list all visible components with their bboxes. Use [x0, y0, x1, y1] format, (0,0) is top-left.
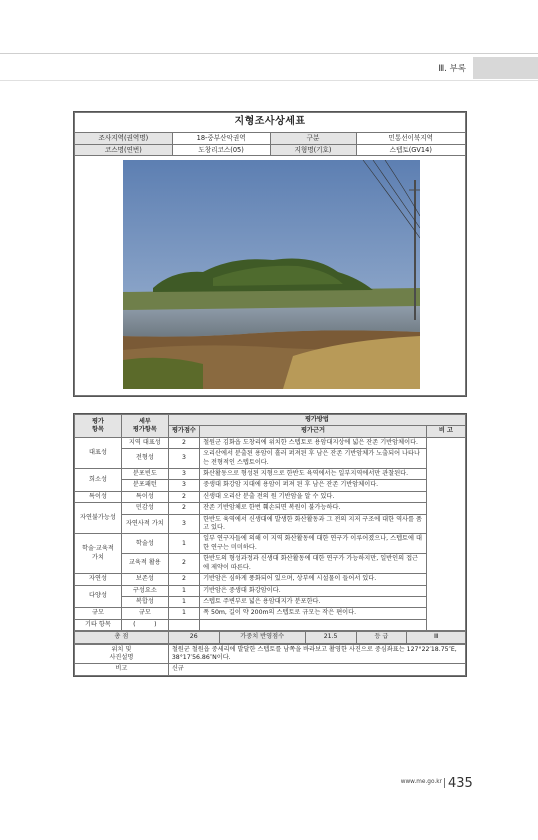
- score-cell: 2: [168, 503, 199, 514]
- evaluation-sheet: [73, 413, 467, 677]
- table-row: [75, 534, 466, 554]
- value-landform: 스텝토(GV14): [356, 144, 465, 156]
- score-cell: 3: [168, 449, 199, 469]
- score-cell: 2: [168, 491, 199, 502]
- sub-item-cell: 교육적 활용: [121, 554, 168, 574]
- grade-label: 등 급: [356, 632, 407, 643]
- basis-cell: 스텝토 주변부로 넓은 용암대지가 분포한다.: [200, 596, 427, 607]
- score-cell: 1: [168, 534, 199, 554]
- item-cell: 대표성: [75, 437, 122, 468]
- basis-cell: [200, 619, 427, 630]
- basis-cell: 폭 50m, 길이 약 200m의 스텝토로 규모는 작은 편이다.: [200, 608, 427, 619]
- table-row: [75, 480, 466, 491]
- score-cell: 1: [168, 596, 199, 607]
- survey-title: 지형조사상세표: [75, 113, 466, 133]
- survey-row-course: [75, 144, 466, 156]
- table-row: [75, 574, 466, 585]
- basis-cell: 화산활동으로 형성된 지형으로 한반도 육역에서는 일부지역에서만 관찰된다.: [200, 469, 427, 480]
- location-label: 위치 및 사진설명: [75, 644, 169, 664]
- sub-item-cell: 특이성: [121, 491, 168, 502]
- label-region: 조사지역(권역명): [75, 133, 173, 145]
- total-score: 26: [168, 632, 219, 643]
- item-cell: 자연성: [75, 574, 122, 585]
- table-row: [75, 608, 466, 619]
- chapter-label: Ⅲ. 부록: [438, 64, 466, 74]
- table-row: [75, 503, 466, 514]
- value-course: 도창리코스(05): [172, 144, 270, 156]
- survey-row-region: [75, 133, 466, 145]
- basis-cell: 신생대 오리산 분출 전의 원 기반암을 알 수 있다.: [200, 491, 427, 502]
- table-row: [75, 554, 466, 574]
- note-cell: [426, 437, 465, 630]
- eval-header-top: [75, 415, 466, 426]
- basis-cell: 기반암은 심하게 풍화되어 있으며, 상부에 시설물이 들어서 있다.: [200, 574, 427, 585]
- sub-item-cell: 규모: [121, 608, 168, 619]
- table-row: [75, 469, 466, 480]
- sub-item-cell: 자연사적 가치: [121, 514, 168, 534]
- weighted-label: 가중치 반영점수: [219, 632, 305, 643]
- sub-item-cell: ( ): [121, 619, 168, 630]
- item-cell: 기타 항목: [75, 619, 122, 630]
- location-text: 철원군 철원읍 중세리에 발달한 스텝토를 남쪽을 바라보고 촬영한 사진으로 중심좌표는 127°22′18.75″E, 38°17′56.86″N이다.: [168, 644, 465, 664]
- sub-item-cell: 분포패턴: [121, 480, 168, 491]
- header-note: 비 고: [426, 426, 465, 437]
- evaluation-table: [74, 414, 466, 631]
- score-cell: 2: [168, 437, 199, 448]
- total-table: [74, 631, 466, 643]
- total-label: 총 점: [75, 632, 169, 643]
- sub-item-cell: 보존성: [121, 574, 168, 585]
- table-row: [75, 514, 466, 534]
- remark-text: 신규: [168, 664, 465, 675]
- header-basis: 평가근거: [200, 426, 427, 437]
- table-row: [75, 491, 466, 502]
- basis-cell: 잔존 기반암체로 한번 훼손되면 복원이 불가능하다.: [200, 503, 427, 514]
- basis-cell: 기반암은 중생대 화강암이다.: [200, 585, 427, 596]
- header-sub-item: 세부 평가항목: [121, 415, 168, 438]
- score-cell: 1: [168, 608, 199, 619]
- sub-item-cell: 민감성: [121, 503, 168, 514]
- footer-url: www.me.go.kr: [400, 779, 442, 785]
- footer-separator: [444, 778, 445, 788]
- basis-cell: 일부 연구자들에 의해 이 지역 화산활동에 대한 연구가 이루어졌으나, 스텝토에 대한 연구는 미미하다.: [200, 534, 427, 554]
- score-cell: 3: [168, 469, 199, 480]
- sub-item-cell: 분포빈도: [121, 469, 168, 480]
- item-cell: 자연불가능성: [75, 503, 122, 534]
- basis-cell: 철원군 김화읍 도창리에 위치한 스텝토로 용암대지상에 넓은 잔존 기반암체이다.: [200, 437, 427, 448]
- value-region: 18-중부산악권역: [172, 133, 270, 145]
- basis-cell: 한반도의 형성과정과 신생대 화산활동에 대한 연구가 가능하지만, 일반인의 접근에 제약이 따른다.: [200, 554, 427, 574]
- sub-item-cell: 전형성: [121, 449, 168, 469]
- landform-photo: [123, 160, 420, 389]
- table-row: [75, 449, 466, 469]
- basis-cell: 오리산에서 분출된 용암이 흘러 퍼져된 후 남은 잔존 기반암체가 노출되어 나타나는 전형적인 스텝토이다.: [200, 449, 427, 469]
- table-row: [75, 619, 466, 630]
- item-cell: 특이성: [75, 491, 122, 502]
- sub-item-cell: 학술성: [121, 534, 168, 554]
- sub-item-cell: 지역 대표성: [121, 437, 168, 448]
- remark-row: [75, 664, 466, 675]
- score-cell: 2: [168, 554, 199, 574]
- landscape-image: [123, 160, 420, 389]
- location-table: [74, 644, 466, 676]
- item-cell: 규모: [75, 608, 122, 619]
- weighted-score: 21.5: [305, 632, 356, 643]
- value-division: 민통선이북지역: [356, 133, 465, 145]
- header-rule: [0, 80, 538, 81]
- item-cell: 학술·교육적 가치: [75, 534, 122, 574]
- score-cell: 1: [168, 585, 199, 596]
- table-row: [75, 585, 466, 596]
- basis-cell: 한반도 육역에서 신생대에 발생한 화산활동과 그 전의 지저 구조에 대한 역사를 품고 있다.: [200, 514, 427, 534]
- score-cell: 3: [168, 480, 199, 491]
- label-division: 구분: [270, 133, 356, 145]
- header-item: 평가 항목: [75, 415, 122, 438]
- sub-item-cell: 복합성: [121, 596, 168, 607]
- top-rule: [0, 53, 538, 54]
- header-score: 평가점수: [168, 426, 199, 437]
- survey-sheet: [73, 111, 467, 397]
- chapter-tab: [473, 57, 538, 79]
- item-cell: 다양성: [75, 585, 122, 608]
- basis-cell: 중생대 화강암 지대에 용암이 퍼져 된 후 남은 잔존 기반암체이다.: [200, 480, 427, 491]
- score-cell: 3: [168, 514, 199, 534]
- remark-label: 비고: [75, 664, 169, 675]
- page-number: 435: [448, 776, 473, 791]
- grade-value: Ⅲ: [407, 632, 466, 643]
- table-row: [75, 596, 466, 607]
- label-landform: 지형명(기호): [270, 144, 356, 156]
- total-row: [75, 632, 466, 643]
- header-method: 평가방법: [168, 415, 465, 426]
- score-cell: [168, 619, 199, 630]
- survey-table: [74, 112, 466, 396]
- table-row: [75, 437, 466, 448]
- label-course: 코스명(연번): [75, 144, 173, 156]
- sub-item-cell: 구성요소: [121, 585, 168, 596]
- location-row: [75, 644, 466, 664]
- score-cell: 2: [168, 574, 199, 585]
- photo-cell: [75, 156, 466, 396]
- item-cell: 희소성: [75, 469, 122, 492]
